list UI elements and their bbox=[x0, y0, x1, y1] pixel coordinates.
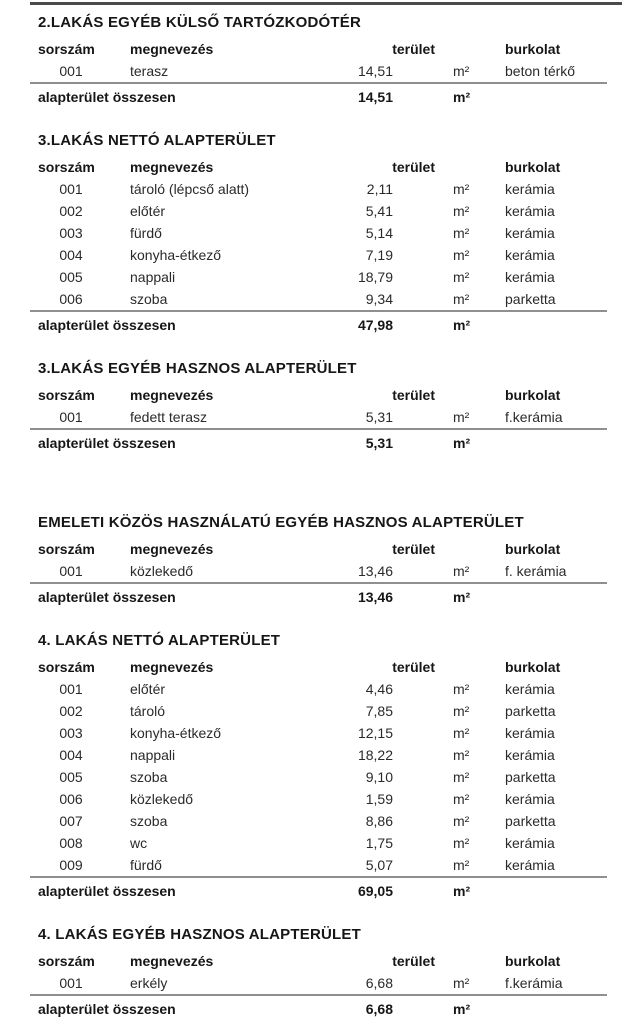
cell-unit: m² bbox=[453, 681, 470, 697]
header-unit-spacer bbox=[435, 155, 505, 178]
total-label: alapterület összesen bbox=[30, 995, 345, 1021]
cell-sorszam: 004 bbox=[59, 247, 83, 263]
cell-burkolat: kerámia bbox=[505, 247, 555, 263]
table-row bbox=[30, 810, 607, 832]
header-burkolat: burkolat bbox=[505, 386, 561, 403]
cell-megnevezes: terasz bbox=[130, 63, 169, 79]
area-table bbox=[30, 655, 607, 903]
cell-terulet: 6,68 bbox=[365, 975, 393, 991]
table-row bbox=[30, 766, 607, 788]
cell-sorszam: 001 bbox=[59, 409, 83, 425]
total-value: 47,98 bbox=[345, 311, 435, 337]
cell-unit: m² bbox=[453, 835, 470, 851]
cell-sorszam: 003 bbox=[59, 225, 83, 241]
section-title: 3.LAKÁS NETTÓ ALAPTERÜLET bbox=[38, 132, 276, 149]
cell-sorszam: 007 bbox=[59, 813, 83, 829]
cell-terulet: 1,59 bbox=[365, 791, 393, 807]
cell-megnevezes: wc bbox=[130, 835, 148, 851]
cell-burkolat: kerámia bbox=[505, 747, 555, 763]
total-unit: m² bbox=[435, 429, 505, 455]
cell-burkolat: f.kerámia bbox=[505, 409, 563, 425]
cell-terulet: 18,79 bbox=[357, 269, 393, 285]
total-value: 13,46 bbox=[345, 583, 435, 609]
cell-terulet: 9,34 bbox=[365, 291, 393, 307]
header-burkolat: burkolat bbox=[505, 40, 561, 57]
total-unit: m² bbox=[435, 83, 505, 109]
total-row bbox=[30, 995, 607, 1021]
total-row bbox=[30, 311, 607, 337]
total-row bbox=[30, 877, 607, 903]
section-title: 2.LAKÁS EGYÉB KÜLSŐ TARTÓZKODÓTÉR bbox=[38, 14, 361, 31]
table-header-row bbox=[30, 383, 607, 406]
total-label: alapterület összesen bbox=[30, 83, 345, 109]
cell-terulet: 5,41 bbox=[365, 203, 393, 219]
total-spacer bbox=[505, 83, 607, 109]
total-row bbox=[30, 83, 607, 109]
table-row bbox=[30, 222, 607, 244]
area-table bbox=[30, 537, 607, 609]
cell-burkolat: kerámia bbox=[505, 181, 555, 197]
total-spacer bbox=[505, 995, 607, 1021]
cell-megnevezes: előtér bbox=[130, 681, 166, 697]
table-header-row bbox=[30, 537, 607, 560]
cell-unit: m² bbox=[453, 181, 470, 197]
cell-terulet: 1,75 bbox=[365, 835, 393, 851]
table-row bbox=[30, 788, 607, 810]
cell-megnevezes: tároló (lépcső alatt) bbox=[130, 181, 250, 197]
header-unit-spacer bbox=[435, 655, 505, 678]
header-sorszam: sorszám bbox=[38, 158, 95, 175]
cell-unit: m² bbox=[453, 975, 470, 991]
cell-burkolat: kerámia bbox=[505, 681, 555, 697]
header-unit-spacer bbox=[435, 949, 505, 972]
cell-burkolat: f. kerámia bbox=[505, 563, 567, 579]
cell-megnevezes: közlekedő bbox=[130, 791, 194, 807]
cell-megnevezes: nappali bbox=[130, 269, 176, 285]
cell-megnevezes: szoba bbox=[130, 813, 168, 829]
total-value: 6,68 bbox=[345, 995, 435, 1021]
cell-unit: m² bbox=[453, 409, 470, 425]
cell-terulet: 2,11 bbox=[366, 181, 393, 197]
header-terulet: terület bbox=[392, 158, 435, 175]
total-label: alapterület összesen bbox=[30, 877, 345, 903]
section-title: 4. LAKÁS NETTÓ ALAPTERÜLET bbox=[38, 632, 281, 649]
total-spacer bbox=[505, 583, 607, 609]
cell-megnevezes: fürdő bbox=[130, 225, 162, 241]
header-terulet: terület bbox=[392, 540, 435, 557]
cell-sorszam: 001 bbox=[59, 181, 83, 197]
section-4-lakas-netto bbox=[0, 631, 638, 903]
total-label: alapterület összesen bbox=[30, 583, 345, 609]
page-top-rule bbox=[30, 2, 622, 5]
cell-burkolat: kerámia bbox=[505, 791, 555, 807]
cell-unit: m² bbox=[453, 203, 470, 219]
total-label: alapterület összesen bbox=[30, 311, 345, 337]
area-table bbox=[30, 949, 607, 1021]
total-unit: m² bbox=[435, 583, 505, 609]
header-burkolat: burkolat bbox=[505, 952, 561, 969]
header-megnevezes: megnevezés bbox=[130, 40, 214, 57]
cell-sorszam: 002 bbox=[59, 703, 83, 719]
header-megnevezes: megnevezés bbox=[130, 386, 214, 403]
table-row bbox=[30, 266, 607, 288]
header-sorszam: sorszám bbox=[38, 40, 95, 57]
header-sorszam: sorszám bbox=[38, 386, 95, 403]
cell-burkolat: kerámia bbox=[505, 203, 555, 219]
header-terulet: terület bbox=[392, 386, 435, 403]
cell-unit: m² bbox=[453, 813, 470, 829]
cell-unit: m² bbox=[453, 225, 470, 241]
table-row bbox=[30, 200, 607, 222]
total-value: 14,51 bbox=[345, 83, 435, 109]
table-row bbox=[30, 722, 607, 744]
cell-sorszam: 001 bbox=[59, 681, 83, 697]
total-value: 69,05 bbox=[345, 877, 435, 903]
cell-megnevezes: konyha-étkező bbox=[130, 247, 222, 263]
cell-unit: m² bbox=[453, 703, 470, 719]
cell-sorszam: 005 bbox=[59, 769, 83, 785]
cell-sorszam: 008 bbox=[59, 835, 83, 851]
cell-burkolat: f.kerámia bbox=[505, 975, 563, 991]
cell-burkolat: kerámia bbox=[505, 269, 555, 285]
cell-sorszam: 001 bbox=[59, 975, 83, 991]
cell-burkolat: parketta bbox=[505, 769, 556, 785]
area-table bbox=[30, 383, 607, 455]
cell-terulet: 5,31 bbox=[365, 409, 393, 425]
cell-sorszam: 009 bbox=[59, 857, 83, 873]
cell-unit: m² bbox=[453, 63, 470, 79]
cell-burkolat: kerámia bbox=[505, 725, 555, 741]
header-megnevezes: megnevezés bbox=[130, 952, 214, 969]
header-burkolat: burkolat bbox=[505, 658, 561, 675]
table-row bbox=[30, 854, 607, 877]
table-row bbox=[30, 700, 607, 722]
cell-sorszam: 004 bbox=[59, 747, 83, 763]
section-2-lakas-egyeb-kulso bbox=[0, 13, 638, 109]
cell-terulet: 12,15 bbox=[357, 725, 393, 741]
table-row bbox=[30, 678, 607, 700]
table-header-row bbox=[30, 37, 607, 60]
section-title: 3.LAKÁS EGYÉB HASZNOS ALAPTERÜLET bbox=[38, 360, 357, 377]
table-header-row bbox=[30, 655, 607, 678]
cell-megnevezes: előtér bbox=[130, 203, 166, 219]
cell-terulet: 5,07 bbox=[365, 857, 393, 873]
header-megnevezes: megnevezés bbox=[130, 658, 214, 675]
cell-terulet: 14,51 bbox=[357, 63, 393, 79]
header-sorszam: sorszám bbox=[38, 658, 95, 675]
cell-burkolat: beton térkő bbox=[505, 63, 576, 79]
cell-terulet: 5,14 bbox=[365, 225, 393, 241]
header-sorszam: sorszám bbox=[38, 540, 95, 557]
total-label: alapterület összesen bbox=[30, 429, 345, 455]
header-megnevezes: megnevezés bbox=[130, 158, 214, 175]
cell-unit: m² bbox=[453, 291, 470, 307]
cell-burkolat: kerámia bbox=[505, 857, 555, 873]
cell-megnevezes: konyha-étkező bbox=[130, 725, 222, 741]
section-title: 4. LAKÁS EGYÉB HASZNOS ALAPTERÜLET bbox=[38, 926, 361, 943]
header-terulet: terület bbox=[392, 40, 435, 57]
cell-sorszam: 002 bbox=[59, 203, 83, 219]
header-terulet: terület bbox=[392, 952, 435, 969]
section-4-lakas-egyeb-hasznos bbox=[0, 925, 638, 1021]
cell-unit: m² bbox=[453, 791, 470, 807]
cell-terulet: 18,22 bbox=[357, 747, 393, 763]
total-spacer bbox=[505, 311, 607, 337]
cell-unit: m² bbox=[453, 725, 470, 741]
cell-sorszam: 006 bbox=[59, 791, 83, 807]
cell-terulet: 8,86 bbox=[365, 813, 393, 829]
area-table bbox=[30, 37, 607, 109]
total-row bbox=[30, 583, 607, 609]
cell-megnevezes: közlekedő bbox=[130, 563, 194, 579]
cell-unit: m² bbox=[453, 563, 470, 579]
cell-megnevezes: szoba bbox=[130, 291, 168, 307]
header-unit-spacer bbox=[435, 37, 505, 60]
cell-terulet: 7,19 bbox=[365, 247, 393, 263]
table-header-row bbox=[30, 155, 607, 178]
total-unit: m² bbox=[435, 995, 505, 1021]
section-title: EMELETI KÖZÖS HASZNÁLATÚ EGYÉB HASZNOS ALAPTERÜLET bbox=[38, 514, 524, 531]
cell-megnevezes: fürdő bbox=[130, 857, 162, 873]
table-row bbox=[30, 744, 607, 766]
total-unit: m² bbox=[435, 877, 505, 903]
cell-megnevezes: nappali bbox=[130, 747, 176, 763]
header-megnevezes: megnevezés bbox=[130, 540, 214, 557]
cell-burkolat: kerámia bbox=[505, 225, 555, 241]
cell-sorszam: 003 bbox=[59, 725, 83, 741]
area-table bbox=[30, 155, 607, 337]
cell-megnevezes: fedett terasz bbox=[130, 409, 208, 425]
total-value: 5,31 bbox=[345, 429, 435, 455]
table-row bbox=[30, 178, 607, 200]
cell-sorszam: 006 bbox=[59, 291, 83, 307]
total-row bbox=[30, 429, 607, 455]
table-header-row bbox=[30, 949, 607, 972]
header-terulet: terület bbox=[392, 658, 435, 675]
cell-sorszam: 001 bbox=[59, 63, 83, 79]
cell-burkolat: parketta bbox=[505, 813, 556, 829]
cell-unit: m² bbox=[453, 269, 470, 285]
cell-terulet: 9,10 bbox=[365, 769, 393, 785]
table-row bbox=[30, 406, 607, 429]
cell-sorszam: 001 bbox=[59, 563, 83, 579]
table-row bbox=[30, 832, 607, 854]
table-row bbox=[30, 560, 607, 583]
header-burkolat: burkolat bbox=[505, 158, 561, 175]
table-row bbox=[30, 972, 607, 995]
header-burkolat: burkolat bbox=[505, 540, 561, 557]
section-3-lakas-netto bbox=[0, 131, 638, 337]
total-unit: m² bbox=[435, 311, 505, 337]
cell-unit: m² bbox=[453, 247, 470, 263]
header-unit-spacer bbox=[435, 537, 505, 560]
section-emeleti-kozos bbox=[0, 513, 638, 609]
cell-terulet: 13,46 bbox=[357, 563, 393, 579]
cell-megnevezes: tároló bbox=[130, 703, 166, 719]
table-row bbox=[30, 60, 607, 83]
cell-unit: m² bbox=[453, 747, 470, 763]
cell-megnevezes: erkély bbox=[130, 975, 168, 991]
table-row bbox=[30, 288, 607, 311]
total-spacer bbox=[505, 429, 607, 455]
cell-unit: m² bbox=[453, 857, 470, 873]
total-spacer bbox=[505, 877, 607, 903]
cell-unit: m² bbox=[453, 769, 470, 785]
cell-burkolat: parketta bbox=[505, 703, 556, 719]
page bbox=[0, 2, 638, 1025]
header-sorszam: sorszám bbox=[38, 952, 95, 969]
cell-burkolat: kerámia bbox=[505, 835, 555, 851]
cell-terulet: 4,46 bbox=[365, 681, 393, 697]
cell-sorszam: 005 bbox=[59, 269, 83, 285]
header-unit-spacer bbox=[435, 383, 505, 406]
table-row bbox=[30, 244, 607, 266]
cell-terulet: 7,85 bbox=[365, 703, 393, 719]
section-3-lakas-egyeb-hasznos bbox=[0, 359, 638, 455]
cell-burkolat: parketta bbox=[505, 291, 556, 307]
cell-megnevezes: szoba bbox=[130, 769, 168, 785]
